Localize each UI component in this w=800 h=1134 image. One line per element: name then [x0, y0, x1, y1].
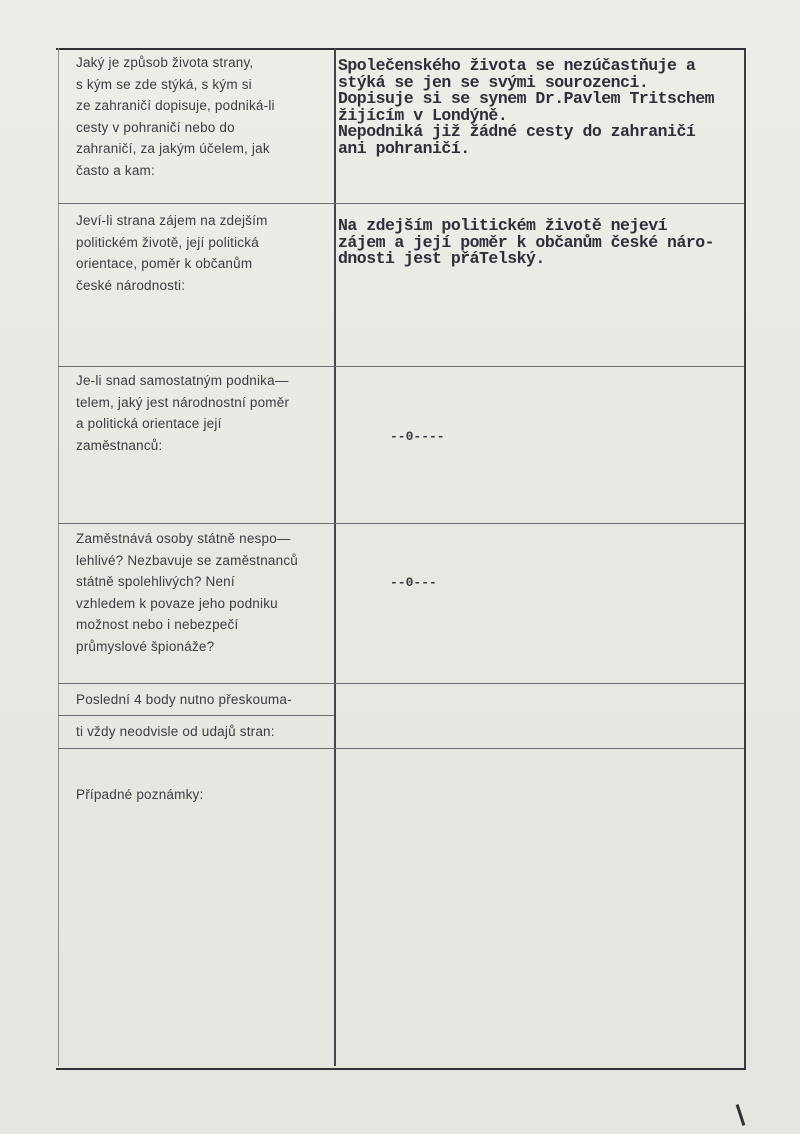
question-political-interest — [76, 210, 332, 296]
question-line: Je-li snad samostatným podnika— — [76, 373, 289, 388]
answer-line: dnosti jest přáTelský. — [338, 249, 545, 268]
question-line: zaměstnanců: — [76, 437, 163, 453]
notes-label: Případné poznámky: — [76, 787, 204, 802]
question-line: ze zahraničí dopisuje, podniká-li — [76, 98, 275, 113]
question-line: průmyslové špionáže? — [76, 638, 215, 654]
question-line: lehlivé? Nezbavuje se zaměstnanců — [76, 552, 298, 568]
question-line: státně spolehlivých? Není — [76, 574, 235, 589]
question-line: možnost nebo i nebezpečí — [76, 617, 239, 632]
row-divider — [58, 715, 334, 716]
question-line: politickém životě, její politická — [76, 234, 259, 250]
question-line: s kým se zde stýká, s kým si — [76, 76, 252, 92]
row-divider — [58, 683, 744, 684]
answer-political-interest — [338, 218, 758, 268]
question-line: Jeví-li strana zájem na zdejším — [76, 213, 268, 228]
answer-line: žijícím v Londýně. — [338, 105, 508, 125]
question-line: české národnosti: — [76, 277, 186, 293]
question-employees — [76, 528, 332, 657]
question-entrepreneur — [76, 370, 332, 456]
left-margin-line — [58, 48, 59, 1066]
question-line: zahraničí, za jakým účelem, jak — [76, 141, 270, 156]
review-note-line1: Poslední 4 body nutno přeskouma- — [76, 692, 292, 707]
answer-line: Nepodniká již žádné cesty do zahraničí — [338, 122, 696, 141]
answer-line: zájem a její poměr k občanům české náro- — [338, 232, 715, 252]
question-line: Jaký je způsob života strany, — [76, 55, 254, 70]
answer-line: Společenského života se nezúčastňuje a — [338, 56, 696, 75]
row-divider — [58, 203, 744, 204]
question-line: Zaměstnává osoby státně nespo— — [76, 531, 291, 546]
question-line: často a kam: — [76, 162, 155, 178]
answer-entrepreneur: --0---- — [390, 429, 445, 444]
question-line: cesty v pohraničí nebo do — [76, 119, 235, 135]
row-divider — [58, 523, 744, 524]
column-divider — [334, 48, 336, 1066]
row-divider — [58, 748, 744, 749]
answer-line: stýká se jen se svými sourozenci. — [338, 72, 649, 92]
answer-line: Dopisuje si se synem Dr.Pavlem Tritschem — [338, 89, 715, 108]
row-divider — [58, 366, 744, 367]
answer-lifestyle — [338, 58, 758, 157]
question-lifestyle — [76, 52, 332, 181]
answer-line: Na zdejším politickém životě nejeví — [338, 216, 668, 235]
question-line: a politická orientace její — [76, 416, 222, 431]
question-line: vzhledem k povaze jeho podniku — [76, 595, 278, 611]
question-line: telem, jaký jest národnostní poměr — [76, 394, 290, 410]
answer-employees: --0--- — [390, 575, 437, 590]
question-line: orientace, poměr k občanům — [76, 256, 253, 271]
review-note-line2: ti vždy neodvisle od udajů stran: — [76, 724, 275, 739]
answer-line: ani pohraničí. — [338, 138, 470, 158]
